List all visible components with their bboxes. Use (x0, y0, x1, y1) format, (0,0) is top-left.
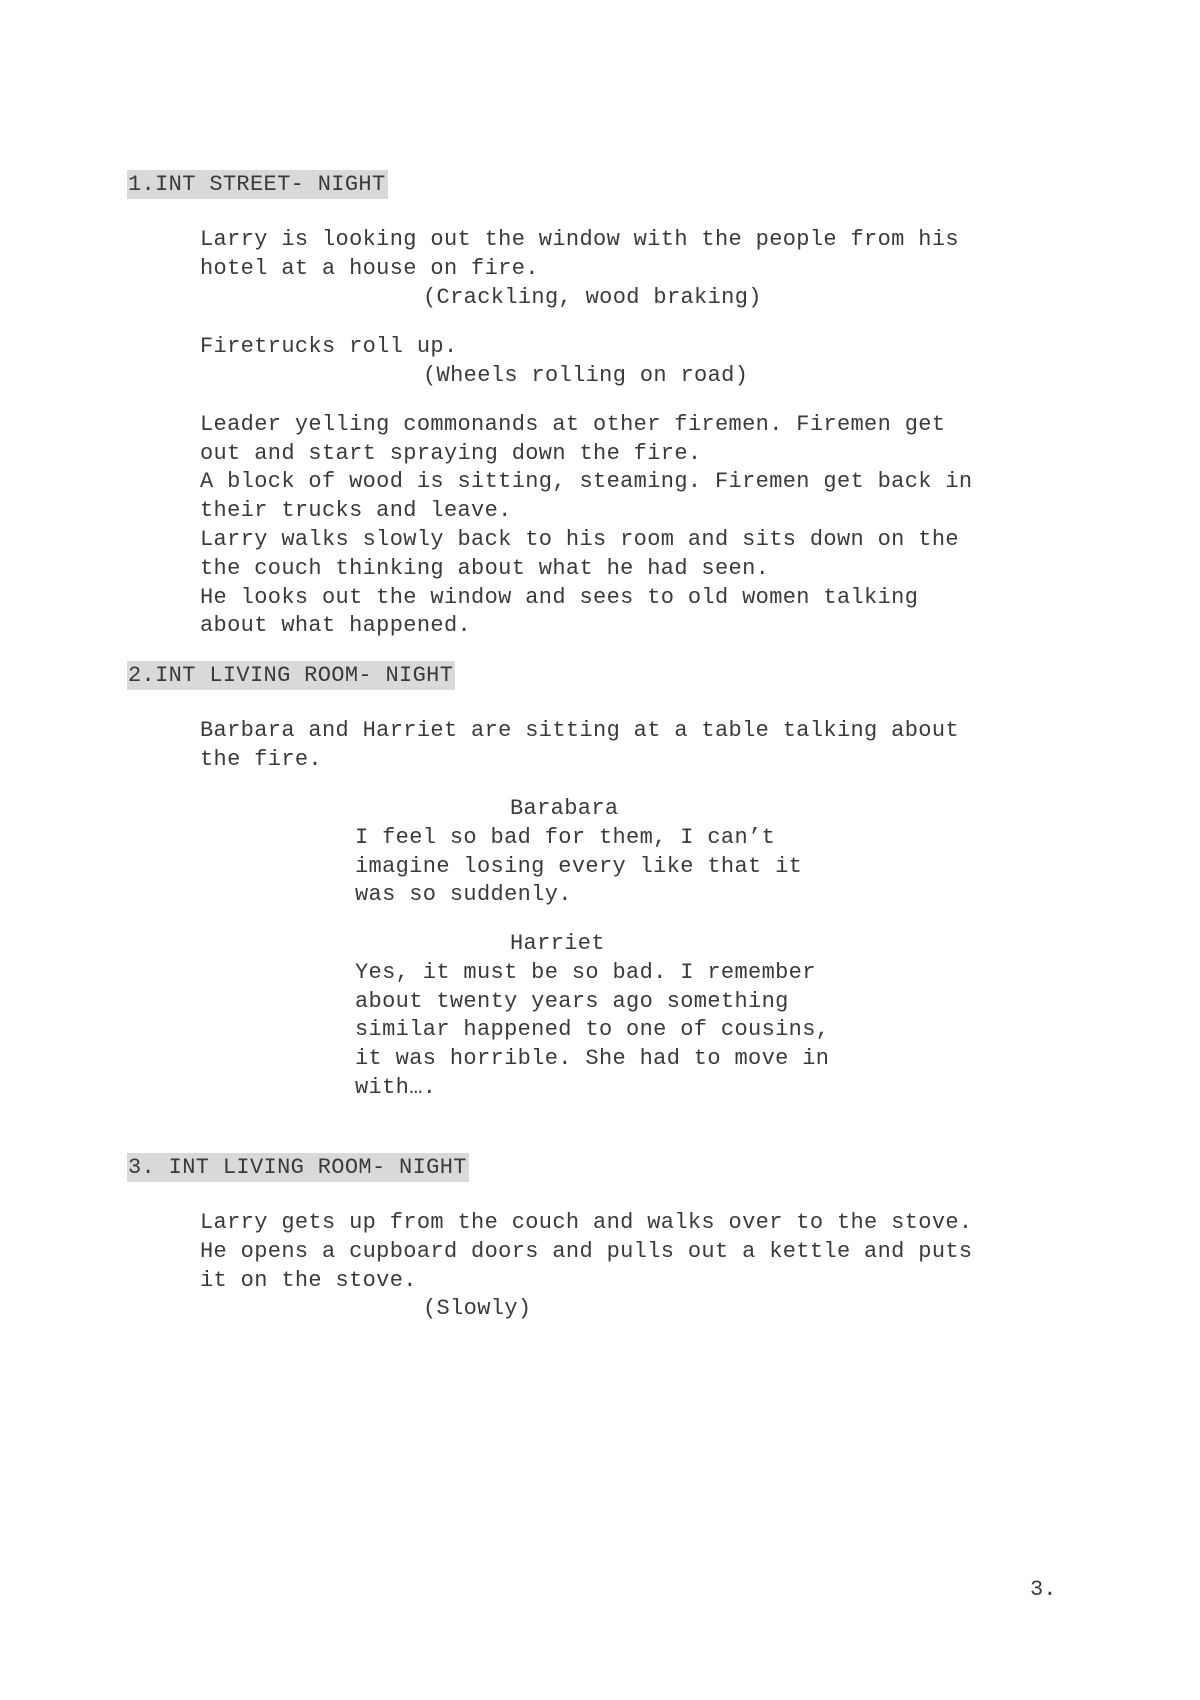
dialogue-line: Yes, it must be so bad. I remember (355, 960, 816, 985)
action-line: Larry is looking out the window with the people from his (200, 227, 959, 252)
parenthetical: (Slowly) (423, 1296, 532, 1321)
scene-heading: 1.INT STREET- NIGHT (128, 172, 386, 197)
parenthetical: (Wheels rolling on road) (423, 363, 749, 388)
action-line: hotel at a house on fire. (200, 256, 539, 281)
dialogue-line: similar happened to one of cousins, (355, 1017, 830, 1042)
action-line: Firetrucks roll up. (200, 334, 458, 359)
scene-heading: 2.INT LIVING ROOM- NIGHT (128, 663, 454, 688)
action-line: the couch thinking about what he had seen. (200, 556, 770, 581)
action-line: A block of wood is sitting, steaming. Firemen get back in (200, 469, 973, 494)
page-number: 3. (1030, 1577, 1057, 1602)
action-line: He opens a cupboard doors and pulls out a kettle and puts (200, 1239, 973, 1264)
dialogue-line: about twenty years ago something (355, 989, 789, 1014)
dialogue-line: it was horrible. She had to move in (355, 1046, 830, 1071)
dialogue-line: I feel so bad for them, I can’t (355, 825, 776, 850)
character-name: Harriet (510, 931, 605, 956)
action-line: Larry gets up from the couch and walks over to the stove. (200, 1210, 973, 1235)
action-line: their trucks and leave. (200, 498, 512, 523)
dialogue-line: with…. (355, 1075, 437, 1100)
action-line: Barbara and Harriet are sitting at a table talking about (200, 718, 959, 743)
parenthetical: (Crackling, wood braking) (423, 285, 762, 310)
scene-heading: 3. INT LIVING ROOM- NIGHT (128, 1155, 467, 1180)
action-line: about what happened. (200, 613, 472, 638)
dialogue-line: was so suddenly. (355, 882, 572, 907)
action-line: He looks out the window and sees to old women talking (200, 585, 919, 610)
action-line: it on the stove. (200, 1268, 417, 1293)
character-name: Barabara (510, 796, 619, 821)
action-line: out and start spraying down the fire. (200, 441, 702, 466)
action-line: Larry walks slowly back to his room and sits down on the (200, 527, 959, 552)
action-line: the fire. (200, 747, 322, 772)
dialogue-line: imagine losing every like that it (355, 854, 803, 879)
action-line: Leader yelling commonands at other firemen. Firemen get (200, 412, 946, 437)
